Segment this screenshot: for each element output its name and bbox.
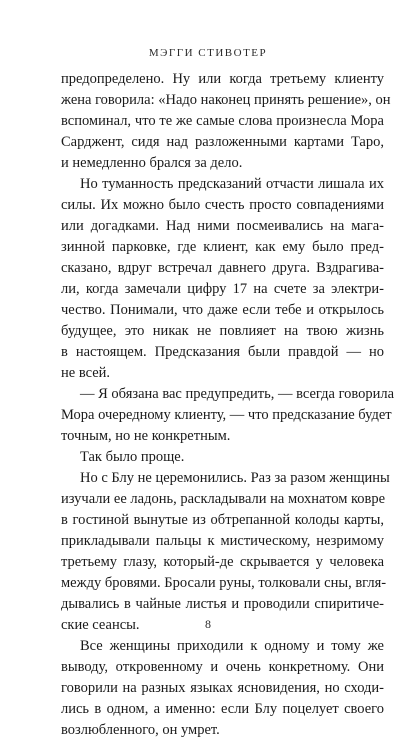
text-line: зинной парковке, где клиент, как ему было пред- bbox=[61, 239, 384, 255]
text-line: прикладывали пальцы к мистическому, незримому bbox=[61, 533, 384, 549]
text-line: говорили на разных языках ясновидения, но сходи- bbox=[61, 680, 384, 696]
text-line: в гостиной вынутые из обтрепанной колоды карты, bbox=[61, 512, 384, 528]
text-line: ские сеансы. bbox=[61, 617, 140, 633]
text-line: лись в одном, а именно: если Блу поцелует своего bbox=[61, 701, 384, 717]
text-line: выводу, откровенному и очень конкретному. Они bbox=[61, 659, 384, 675]
text-line: Так было проще. bbox=[80, 449, 185, 465]
text-line: изучали ее ладонь, раскладывали на мохнатом ковре bbox=[61, 491, 386, 507]
text-line: точным, но не конкретным. bbox=[61, 428, 231, 444]
page-number: 8 bbox=[205, 617, 211, 631]
text-line: чество. Понимали, что даже если тебе и открылось bbox=[61, 302, 384, 318]
text-line: предопределено. Ну или когда третьему клиенту bbox=[61, 71, 384, 87]
body-text bbox=[61, 69, 395, 741]
text-line: Все женщины приходили к одному и тому же bbox=[80, 638, 384, 654]
text-line: или догадками. Над ними посмеивались на мага- bbox=[61, 218, 384, 234]
text-line: ли, когда замечали цифру 17 на счете за электри- bbox=[61, 281, 384, 297]
text-line: возлюбленного, он умрет. bbox=[61, 722, 220, 738]
text-line: будущее, это никак не повлияет на твою жизнь bbox=[61, 323, 384, 339]
text-line: жена говорила: «Надо наконец принять решение», он bbox=[61, 92, 391, 108]
text-line: третьему глазу, который-де скрывается у человека bbox=[61, 554, 384, 570]
text-line: Но с Блу не церемонились. Раз за разом женщины bbox=[80, 470, 390, 486]
text-line: силы. Их можно было счесть просто совпадениями bbox=[61, 197, 384, 213]
text-line: и немедленно брался за дело. bbox=[61, 155, 243, 171]
running-header: МЭГГИ СТИВОТЕР bbox=[148, 47, 268, 59]
text-line: Но туманность предсказаний отчасти лишала их bbox=[80, 176, 384, 192]
text-line: дывались в чайные листья и проводили спиритиче- bbox=[61, 596, 384, 612]
text-line: — Я обязана вас предупредить, — всегда говорила bbox=[80, 386, 395, 402]
text-line: Мора очередному клиенту, — что предсказание будет bbox=[61, 407, 392, 423]
text-line: между бровями. Бросали руны, толковали сны, вгля- bbox=[61, 575, 387, 591]
text-line: сказано, вдруг встречал давнего друга. Вздрагива- bbox=[61, 260, 384, 276]
text-line: Сарджент, сидя над разложенными картами Таро, bbox=[61, 134, 384, 150]
text-line: в настоящем. Предсказания были правдой — но bbox=[61, 344, 384, 360]
text-line: вспоминал, что те же самые слова произнесла Мора bbox=[61, 113, 384, 129]
text-line: не всей. bbox=[61, 365, 111, 381]
